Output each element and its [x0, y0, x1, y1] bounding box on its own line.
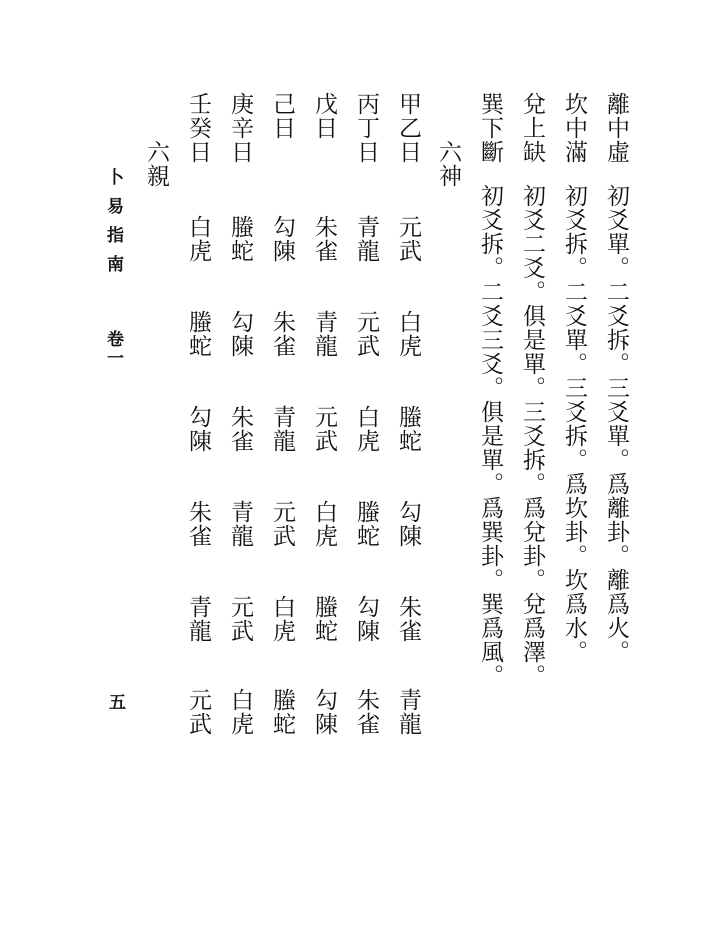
spirit-cell: 勾陳: [185, 405, 211, 453]
day-label: 庚辛日: [227, 92, 253, 164]
trigram-name: 坎中滿: [561, 92, 587, 164]
spirit-cell: 朱雀: [311, 215, 337, 263]
spirit-cell: 元武: [395, 215, 421, 263]
spirit-cell: 元武: [353, 310, 379, 358]
spirit-cell: 青龍: [185, 595, 211, 643]
trigram-line-1: [604, 92, 627, 664]
spirit-cell: 螣蛇: [185, 310, 211, 358]
volume-label: 卷一: [103, 330, 123, 368]
spirit-cell: 青龍: [269, 405, 295, 453]
spirit-cell: 朱雀: [269, 310, 295, 358]
spirit-cell: 青龍: [227, 500, 253, 548]
spirit-cell: 青龍: [395, 688, 421, 736]
spirit-cell: 螣蛇: [353, 500, 379, 548]
spirit-cell: 朱雀: [227, 405, 253, 453]
book-title: 卜易指南: [103, 168, 123, 284]
spirit-cell: 螣蛇: [227, 215, 253, 263]
spirit-cell: 朱雀: [395, 595, 421, 643]
trigram-text: 初爻拆。二爻三爻。俱是單。爲巽卦。巽爲風。: [477, 184, 503, 688]
spirit-cell: 朱雀: [353, 688, 379, 736]
spirit-cell: 青龍: [353, 215, 379, 263]
spirit-cell: 元武: [269, 500, 295, 548]
trigram-name: 離中虛: [603, 92, 629, 164]
spirit-cell: 勾陳: [227, 310, 253, 358]
day-label: 戊日: [311, 92, 337, 140]
spirit-cell: 元武: [311, 405, 337, 453]
spirit-cell: 勾陳: [353, 595, 379, 643]
spirit-cell: 螣蛇: [311, 595, 337, 643]
spirit-cell: 螣蛇: [269, 688, 295, 736]
spirit-cell: 白虎: [395, 310, 421, 358]
spirit-cell: 勾陳: [269, 215, 295, 263]
page-number: 五: [105, 693, 125, 711]
spirit-cell: 元武: [185, 688, 211, 736]
day-label: 丙丁日: [353, 92, 379, 164]
trigram-text: 初爻拆。二爻單。三爻拆。爲坎卦。坎爲水。: [561, 184, 587, 664]
spirit-cell: 白虎: [353, 405, 379, 453]
day-label: 壬癸日: [185, 92, 211, 164]
trigram-text: 初爻二爻。俱是單。三爻拆。爲兌卦。兌爲澤。: [519, 184, 545, 688]
trigram-line-4: [478, 92, 501, 688]
spirit-cell: 元武: [227, 595, 253, 643]
liuqin-title: 六親: [143, 140, 169, 188]
spirit-cell: 勾陳: [395, 500, 421, 548]
trigram-name: 巽下斷: [477, 92, 503, 164]
trigram-name: 兌上缺: [519, 92, 545, 164]
trigram-line-3: [520, 92, 543, 688]
spirit-cell: 朱雀: [185, 500, 211, 548]
spirit-cell: 青龍: [311, 310, 337, 358]
spirit-cell: 白虎: [185, 215, 211, 263]
spirit-cell: 白虎: [227, 688, 253, 736]
trigram-text: 初爻單。二爻拆。三爻單。爲離卦。離爲火。: [603, 184, 629, 664]
spirit-cell: 白虎: [311, 500, 337, 548]
trigram-line-2: [562, 92, 585, 664]
spirit-cell: 螣蛇: [395, 405, 421, 453]
liushen-title: 六神: [435, 140, 461, 188]
spirit-cell: 白虎: [269, 595, 295, 643]
day-label: 己日: [269, 92, 295, 140]
day-label: 甲乙日: [395, 92, 421, 164]
spirit-cell: 勾陳: [311, 688, 337, 736]
